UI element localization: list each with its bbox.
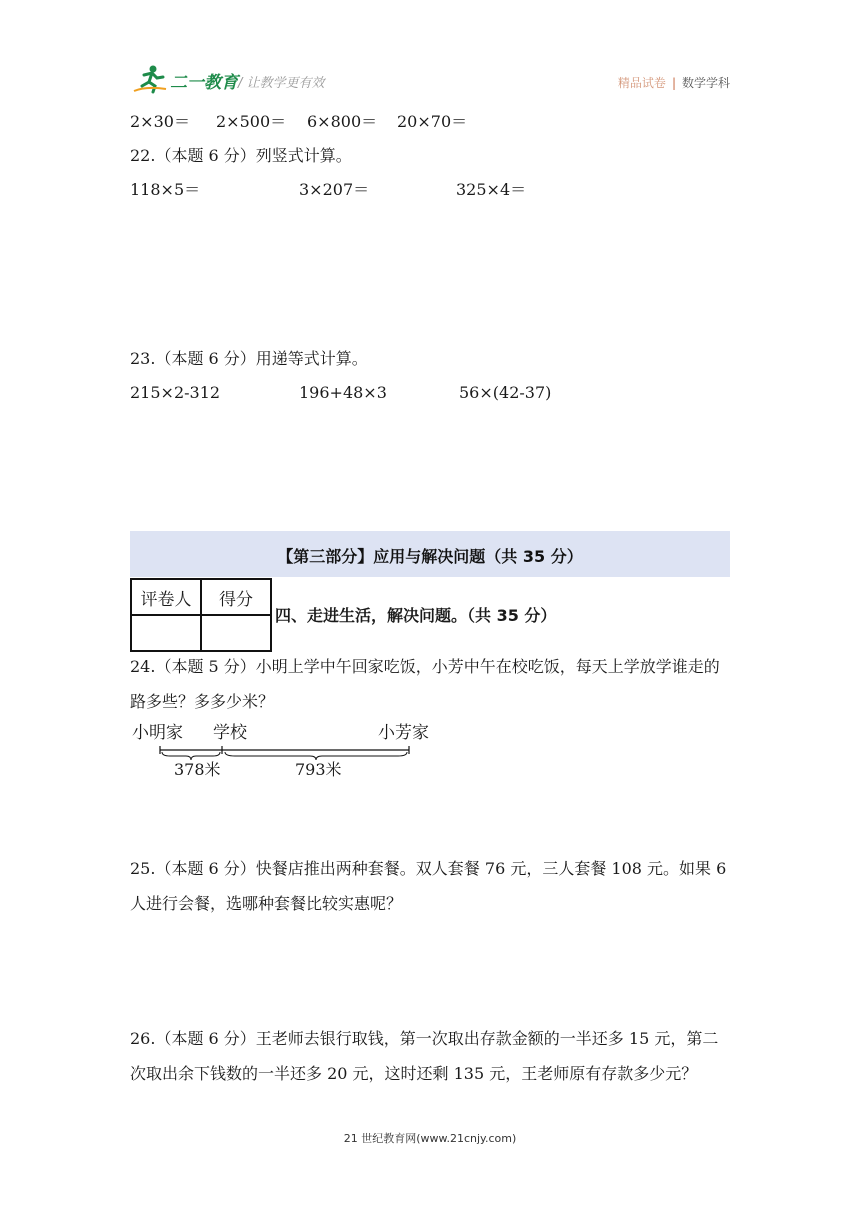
- diagram-label-school: 学校: [213, 723, 247, 743]
- logo-name: 二一教育: [170, 73, 238, 93]
- diagram-label-xiaoming-home: 小明家: [132, 723, 183, 743]
- reviewer-cell[interactable]: [131, 615, 201, 651]
- header-subject: [618, 74, 730, 91]
- score-cell[interactable]: [201, 615, 271, 651]
- part-3-title: 【第三部分】应用与解决问题（共 35 分）: [277, 547, 583, 566]
- q23-item: 215×2-312: [130, 383, 221, 402]
- distance-line: [130, 742, 440, 762]
- diagram-label-xiaofang-home: 小芳家: [378, 723, 429, 743]
- q23-item: 196+48×3: [299, 383, 387, 402]
- question-24-text: 24.（本题 5 分）小明上学中午回家吃饭，小芳中午在校吃饭，每天上学放学谁走的路多些？多多少米？: [130, 657, 720, 711]
- question-23-title: 23.（本题 6 分）用递等式计算。: [130, 349, 368, 368]
- part-3-banner: [130, 531, 730, 577]
- reviewer-header: 评卷人: [131, 579, 201, 615]
- oral-calc-item: 2×500＝: [216, 112, 287, 131]
- score-table: [130, 578, 272, 652]
- header-quality-label: 精品试卷: [617, 76, 666, 90]
- logo-slogan: / 让教学更有效: [238, 76, 325, 91]
- page-footer: 21 世纪教育网(www.21cnjy.com): [343, 1132, 517, 1145]
- header-separator: |: [671, 76, 676, 90]
- question-22-title: 22.（本题 6 分）列竖式计算。: [130, 146, 352, 165]
- section-4-title: 四、走进生活，解决问题。（共 35 分）: [275, 606, 557, 625]
- q23-item: 56×(42-37): [459, 383, 552, 402]
- header-logo: [132, 62, 362, 96]
- q22-item: 325×4＝: [456, 180, 527, 199]
- q22-item: 118×5＝: [130, 180, 201, 199]
- q24-distance-diagram: [130, 722, 440, 782]
- oral-calc-item: 20×70＝: [397, 112, 468, 131]
- question-26-text: 26.（本题 6 分）王老师去银行取钱，第一次取出存款金额的一半还多 15 元，第二次取出余下钱数的一半还多 20 元，这时还剩 135 元，王老师原有存款多少元？: [130, 1029, 719, 1083]
- score-header: 得分: [201, 579, 271, 615]
- q22-item: 3×207＝: [299, 180, 370, 199]
- distance-label-378: 378米: [174, 760, 221, 779]
- oral-calc-item: 6×800＝: [307, 112, 378, 131]
- distance-label-793: 793米: [295, 760, 342, 779]
- question-25-text: 25.（本题 6 分）快餐店推出两种套餐。双人套餐 76 元，三人套餐 108 元。如果 6 人进行会餐，选哪种套餐比较实惠呢？: [130, 859, 727, 913]
- runner-logo-icon: [132, 64, 168, 94]
- oral-calc-item: 2×30＝: [130, 112, 190, 131]
- header-subject-label: 数学学科: [681, 76, 730, 90]
